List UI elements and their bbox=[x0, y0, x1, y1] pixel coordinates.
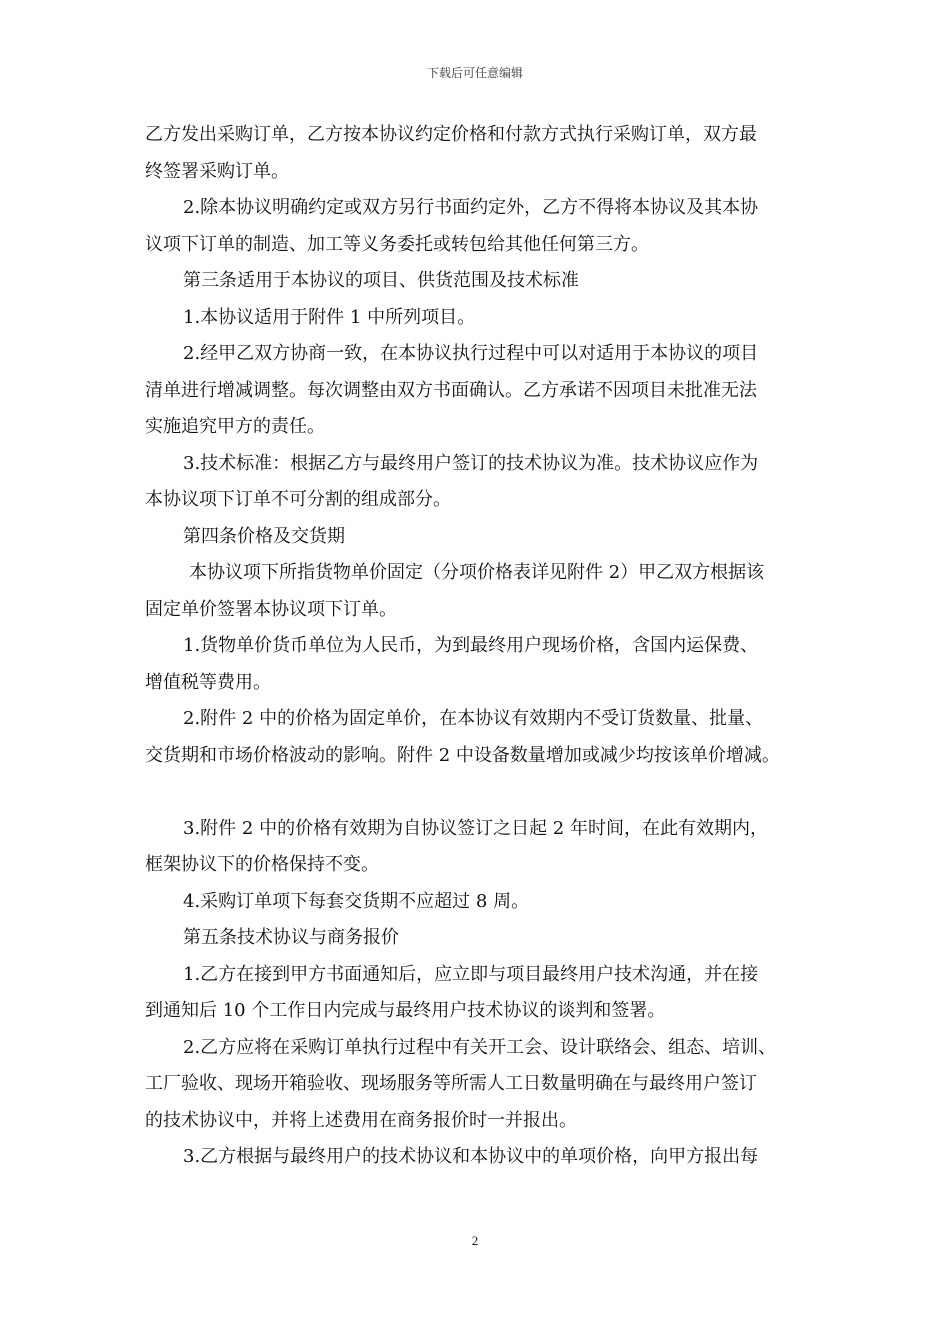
text-line: 本协议项下订单不可分割的组成部分。 bbox=[145, 489, 451, 510]
text-line: 议项下订单的制造、加工等义务委托或转包给其他任何第三方。 bbox=[145, 233, 649, 255]
document-body bbox=[145, 117, 815, 1176]
text-line: 增值税等费用。 bbox=[145, 671, 271, 693]
clause-item: 3.乙方根据与最终用户的技术协议和本协议中的单项价格，向甲方报出每 bbox=[183, 1146, 759, 1167]
article-heading: 第五条技术协议与商务报价 bbox=[183, 927, 399, 948]
article-heading: 第三条适用于本协议的项目、供货范围及技术标准 bbox=[183, 270, 579, 291]
text-line: 到通知后 10 个工作日内完成与最终用户技术协议的谈判和签署。 bbox=[145, 1000, 666, 1021]
blank-line bbox=[145, 774, 815, 811]
paragraph-line: 本协议项下所指货物单价固定（分项价格表详见附件 2）甲乙双方根据该 bbox=[189, 562, 765, 583]
page-number: 2 bbox=[471, 1233, 479, 1248]
text-line: 固定单价签署本协议项下订单。 bbox=[145, 598, 397, 620]
text-line: 实施追究甲方的责任。 bbox=[145, 416, 325, 437]
clause-item: 3.附件 2 中的价格有效期为自协议签订之日起 2 年时间，在此有效期内， bbox=[183, 817, 768, 839]
clause-item: 2.乙方应将在采购订单执行过程中有关开工会、设计联络会、组态、培训、 bbox=[183, 1036, 777, 1058]
clause-item: 3.技术标准：根据乙方与最终用户签订的技术协议为准。技术协议应作为 bbox=[183, 452, 759, 474]
text-line: 的技术协议中，并将上述费用在商务报价时一并报出。 bbox=[145, 1109, 577, 1131]
text-line: 框架协议下的价格保持不变。 bbox=[145, 854, 379, 875]
text-line: 工厂验收、现场开箱验收、现场服务等所需人工日数量明确在与最终用户签订 bbox=[145, 1073, 757, 1094]
clause-item: 1.本协议适用于附件 1 中所列项目。 bbox=[183, 306, 476, 328]
text-line: 交货期和市场价格波动的影响。附件 2 中设备数量增加或减少均按该单价增减。 bbox=[145, 744, 780, 766]
text-line: 乙方发出采购订单，乙方按本协议约定价格和付款方式执行采购订单，双方最 bbox=[145, 124, 757, 145]
clause-item: 1.货物单价货币单位为人民币，为到最终用户现场价格，含国内运保费、 bbox=[183, 635, 759, 656]
text-line: 终签署采购订单。 bbox=[145, 160, 289, 182]
clause-item: 2.除本协议明确约定或双方另行书面约定外，乙方不得将本协议及其本协 bbox=[183, 197, 759, 218]
clause-item: 4.采购订单项下每套交货期不应超过 8 周。 bbox=[183, 890, 530, 912]
article-heading: 第四条价格及交货期 bbox=[183, 525, 345, 547]
clause-item: 2.经甲乙双方协商一致，在本协议执行过程中可以对适用于本协议的项目 bbox=[183, 343, 759, 364]
text-line: 清单进行增减调整。每次调整由双方书面确认。乙方承诺不因项目未批准无法 bbox=[145, 379, 757, 401]
clause-item: 2.附件 2 中的价格为固定单价，在本协议有效期内不受订货数量、批量、 bbox=[183, 708, 764, 729]
page-header: 下载后可任意编辑 bbox=[426, 66, 523, 80]
clause-item: 1.乙方在接到甲方书面通知后，应立即与项目最终用户技术沟通，并在接 bbox=[183, 963, 759, 985]
